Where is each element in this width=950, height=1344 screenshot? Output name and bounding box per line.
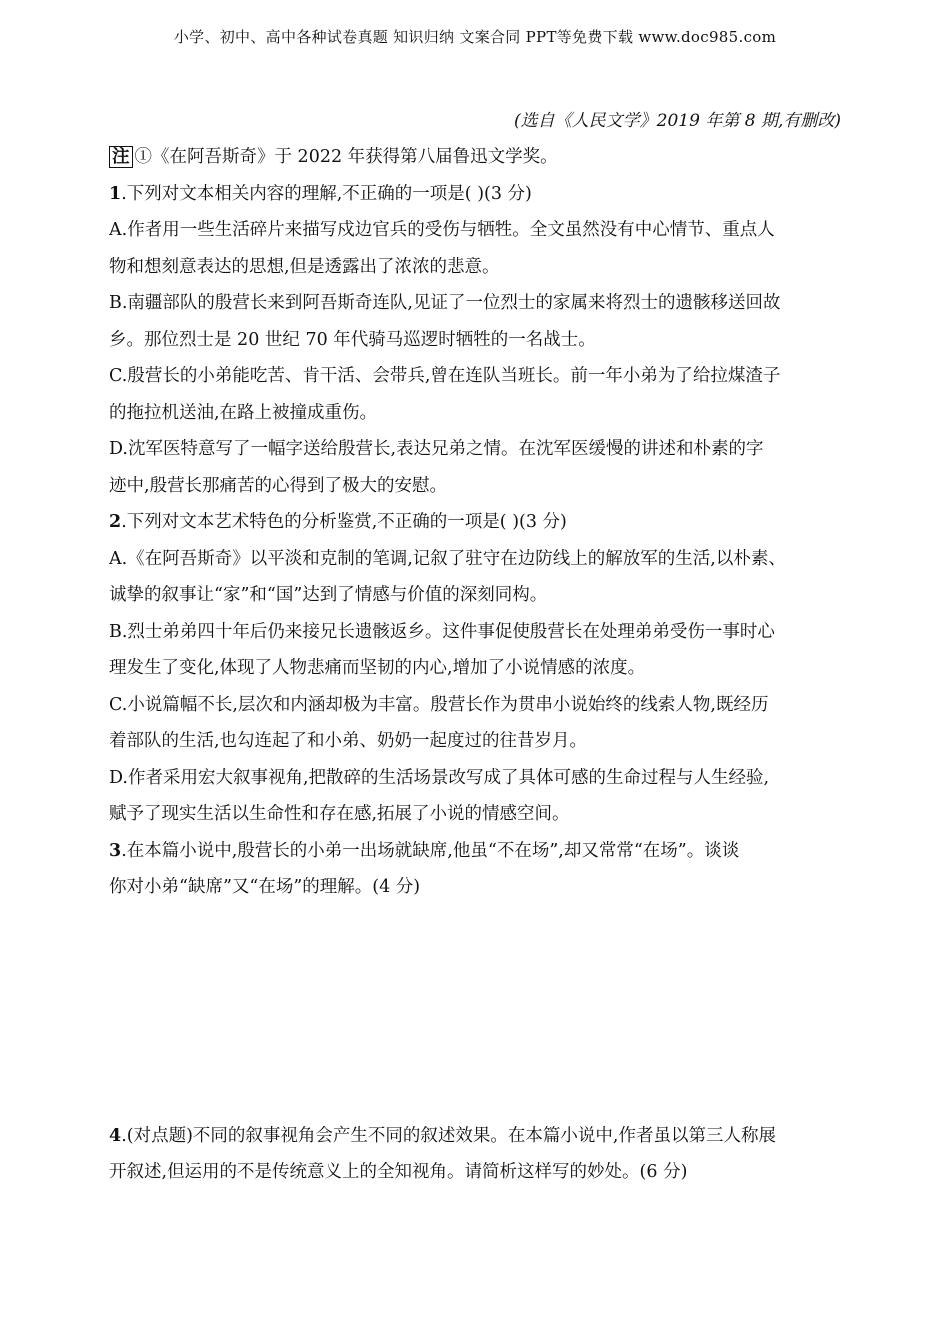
answer-space bbox=[109, 906, 851, 1118]
option-c-line-2: 的拖拉机送油,在路上被撞成重伤。 bbox=[109, 402, 378, 423]
question-number: 4 bbox=[109, 1125, 122, 1146]
option-b-line-1: B.烈士弟弟四十年后仍来接兄长遗骸返乡。这件事促使殷营长在处理弟弟受伤一事时心 bbox=[109, 621, 775, 642]
stem-line-2: 你对小弟“缺席”又“在场”的理解。(4 分) bbox=[109, 877, 421, 897]
stem-line-2: 开叙述,但运用的不是传统意义上的全知视角。请简析这样写的妙处。(6 分) bbox=[109, 1162, 688, 1182]
option-d-line-1: D.作者采用宏大叙事视角,把散碎的生活场景改写成了具体可感的生命过程与人生经验, bbox=[109, 767, 770, 788]
question-stem bbox=[109, 504, 851, 541]
option-c-line-1: C.殷营长的小弟能吃苦、肯干活、会带兵,曾在连队当班长。前一年小弟为了给拉煤渣子 bbox=[109, 366, 781, 386]
question-number: 3 bbox=[109, 840, 122, 861]
option-d-line-1: D.沈军医特意写了一幅字送给殷营长,表达兄弟之情。在沈军医缓慢的讲述和朴素的字 bbox=[109, 439, 764, 459]
option-b-line-1: B.南疆部队的殷营长来到阿吾斯奇连队,见证了一位烈士的家属来将烈士的遗骸移送回故 bbox=[109, 293, 781, 313]
page-header: 小学、初中、高中各种试卷真题 知识归纳 文案合同 PPT等免费下载 www.doc985.com bbox=[173, 28, 777, 46]
question-3 bbox=[109, 833, 851, 906]
question-stem bbox=[109, 176, 851, 213]
option-a-line-2: 诚挚的叙事让“家”和“国”达到了情感与价值的深刻同构。 bbox=[109, 585, 548, 605]
note-text: ①《在阿吾斯奇》于 2022 年获得第八届鲁迅文学奖。 bbox=[134, 147, 558, 167]
option-c-line-2: 着部队的生活,也勾连起了和小弟、奶奶一起度过的往昔岁月。 bbox=[109, 731, 588, 751]
source-citation: (选自《人民文学》2019 年第 8 期,有删改) bbox=[514, 111, 841, 131]
option-d-line-2: 迹中,殷营长那痛苦的心得到了极大的安慰。 bbox=[109, 475, 448, 496]
document-body bbox=[109, 139, 851, 1191]
option-a-line-2: 物和想刻意表达的思想,但是透露出了浓浓的悲意。 bbox=[109, 256, 500, 277]
question-stem bbox=[109, 1118, 851, 1155]
option-a-line-1: A.作者用一些生活碎片来描写戍边官兵的受伤与牺牲。全文虽然没有中心情节、重点人 bbox=[109, 220, 775, 240]
question-number: 2 bbox=[109, 512, 122, 532]
option-b-line-2: 乡。那位烈士是 20 世纪 70 年代骑马巡逻时牺牲的一名战士。 bbox=[109, 329, 596, 350]
option-c-line-1: C.小说篇幅不长,层次和内涵却极为丰富。殷营长作为贯串小说始终的线索人物,既经历 bbox=[109, 694, 769, 715]
question-4 bbox=[109, 1118, 851, 1191]
question-2 bbox=[109, 504, 851, 833]
stem-text: .下列对文本艺术特色的分析鉴赏,不正确的一项是( )(3 分) bbox=[121, 512, 567, 532]
stem-text: .下列对文本相关内容的理解,不正确的一项是( )(3 分) bbox=[121, 183, 532, 204]
note-label: 注 bbox=[109, 146, 133, 168]
footnote bbox=[109, 139, 851, 176]
question-stem bbox=[109, 833, 851, 870]
option-a-line-1: A.《在阿吾斯奇》以平淡和克制的笔调,记叙了驻守在边防线上的解放军的生活,以朴素、 bbox=[109, 548, 786, 569]
option-d-line-2: 赋予了现实生活以生命性和存在感,拓展了小说的情感空间。 bbox=[109, 804, 570, 824]
option-b-line-2: 理发生了变化,体现了人物悲痛而坚韧的内心,增加了小说情感的浓度。 bbox=[109, 658, 646, 678]
stem-text: .(对点题)不同的叙事视角会产生不同的叙述效果。在本篇小说中,作者虽以第三人称展 bbox=[121, 1125, 776, 1146]
question-1 bbox=[109, 176, 851, 505]
stem-text: .在本篇小说中,殷营长的小弟一出场就缺席,他虽“不在场”,却又常常“在场”。谈谈 bbox=[121, 840, 740, 861]
question-number: 1 bbox=[109, 183, 122, 204]
